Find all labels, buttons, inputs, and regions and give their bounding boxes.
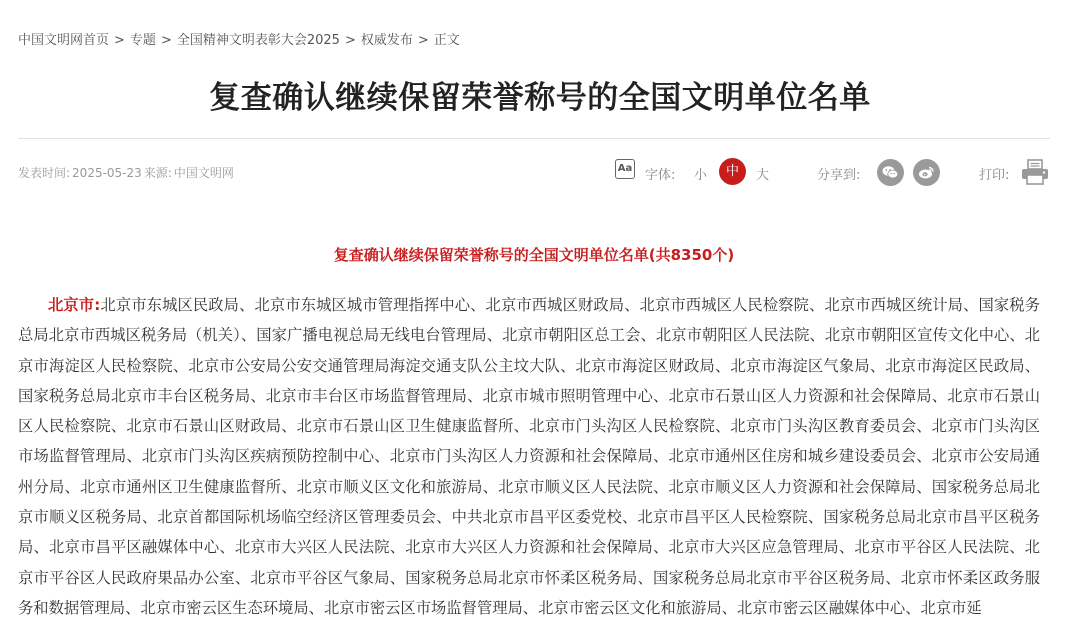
source-name: 中国文明网 [173, 166, 234, 180]
font-size-large-button[interactable]: 大 [756, 168, 770, 183]
breadcrumb-current: 正文 [433, 33, 460, 48]
breadcrumb-separator: > [114, 33, 125, 48]
unit-list-text: 北京市东城区民政局、北京市东城区城市管理指挥中心、北京市西城区财政局、北京市西城区人民检察院、北京市西城区统计局、国家税务总局北京市西城区税务局（机关）、国家广播电视总局无线电台管理局、北京市朝阳区总工会、北京市朝阳区人民法院、北京市朝阳区宣传文化中心、北京市海淀区人民检察院、北京市公安局公安交通管理局海淀交通支队公主坟大队、北京市海淀区财政局、北京市海淀区气象局、北京市海淀区民政局、国家税务总局北京市丰台区税务局、北京市丰台区市场监督管理局、北京市城市照明管理中心、北京市石景山区人力资源和社会保障局、北京市石景山区人民检察院、北京市石景山区财政局、北京市石景山区卫生健康监督所、北京市门头沟区人民检察院、北京市门头沟区教育委员会、北京市门头沟区市场监督管理局、北京市门头沟区疾病预防控制中心、北京市门头沟区人力资源和社会保障局、北京市通州区住房和城乡建设委员会、北京市公安局通州分局、北京市通州区卫生健康监督所、北京市顺义区文化和旅游局、北京市顺义区人民法院、北京市顺义区人力资源和社会保障局、国家税务总局北京市顺义区税务局、北京首都国际机场临空经济区管理委员会、中共北京市昌平区委党校、北京市昌平区人民检察院、国家税务总局北京市昌平区税务局、北京市昌平区融媒体中心、北京市大兴区人民法院、北京市大兴区人力资源和社会保障局、北京市大兴区应急管理局、北京市平谷区人民法院、北京市平谷区人民政府果品办公室、北京市平谷区气象局、国家税务总局北京市怀柔区税务局、国家税务总局北京市平谷区税务局、北京市怀柔区政务服务和数据管理局、北京市密云区生态环境局、北京市密云区市场监督管理局、北京市密云区文化和旅游局、北京市密云区融媒体中心、北京市延 [18, 296, 1040, 617]
breadcrumb-topic-link[interactable]: 专题 [129, 33, 156, 48]
breadcrumb-separator: > [417, 33, 429, 48]
breadcrumb-conference-link[interactable]: 全国精神文明表彰大会2025 [176, 33, 340, 48]
list-heading: 复查确认继续保留荣誉称号的全国文明单位名单(共8350个) [333, 246, 735, 264]
print-button[interactable] [1020, 158, 1050, 186]
share-weibo-button[interactable] [913, 159, 940, 186]
unit-list-paragraph [18, 290, 1040, 623]
wechat-icon [881, 163, 900, 182]
share-wechat-button[interactable] [877, 159, 904, 186]
weibo-icon [917, 163, 936, 182]
source-label: 来源: [143, 166, 172, 180]
font-size-small-button[interactable]: 小 [694, 168, 708, 183]
print-label: 打印: [979, 168, 1010, 183]
breadcrumb-release-link[interactable]: 权威发布 [360, 33, 413, 48]
breadcrumb [18, 29, 460, 48]
publish-date: 2025-05-23 [72, 166, 142, 180]
font-size-label: 字体: [645, 168, 676, 183]
font-size-medium-button[interactable]: 中 [719, 158, 746, 185]
share-label: 分享到: [817, 168, 861, 183]
article-toolbar [0, 157, 1080, 187]
breadcrumb-separator: > [344, 33, 356, 48]
page-title: 复查确认继续保留荣誉称号的全国文明单位名单 [209, 80, 871, 116]
title-divider [18, 138, 1050, 139]
breadcrumb-home-link[interactable]: 中国文明网首页 [18, 33, 110, 48]
font-size-icon: Aa [615, 159, 635, 179]
publish-label: 发表时间: [18, 166, 71, 180]
breadcrumb-separator: > [160, 33, 172, 48]
region-label: 北京市: [48, 296, 101, 314]
printer-icon [1020, 158, 1050, 186]
